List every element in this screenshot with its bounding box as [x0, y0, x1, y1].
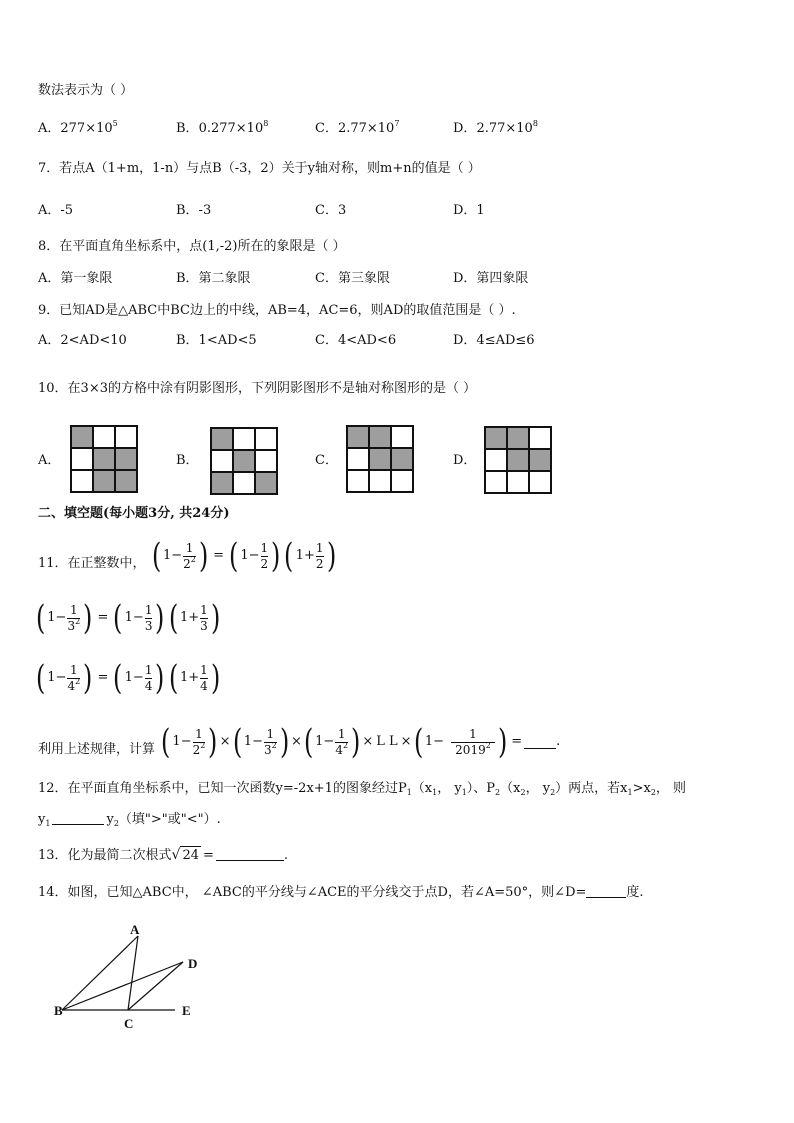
grid-cell: [507, 449, 529, 471]
q7-option-d[interactable]: D．1: [453, 203, 485, 218]
grid-cell: [93, 448, 115, 470]
grid-cell: [485, 427, 507, 449]
grid-cell: [369, 448, 391, 470]
grid-cell: [369, 470, 391, 492]
grid-cell: [485, 449, 507, 471]
grid-cell: [529, 471, 551, 493]
grid-cell: [115, 470, 137, 492]
grid-cell: [485, 471, 507, 493]
grid-cell: [115, 448, 137, 470]
q10-grid-d: [484, 426, 552, 494]
q10-option-d[interactable]: D．: [453, 453, 477, 468]
grid-cell: [391, 470, 413, 492]
label-C: C: [124, 1016, 134, 1031]
q7-option-c[interactable]: C．3: [315, 203, 347, 218]
q6-option-a[interactable]: A．$277\times 10^5$: [38, 119, 118, 136]
label-B: B: [54, 1003, 63, 1018]
grid-cell: [507, 427, 529, 449]
grid-cell: [211, 450, 233, 472]
q9-option-c[interactable]: C．4<AD<6: [315, 333, 397, 348]
q9-option-b[interactable]: B．1<AD<5: [176, 333, 257, 348]
grid-cell: [255, 472, 277, 494]
grid-cell: [93, 426, 115, 448]
q10-grid-b: [210, 427, 278, 495]
grid-cell: [529, 427, 551, 449]
q11-calc-line: 利用上述规律，计算 ( 1 − $\frac{1}{2^2}$ ) × ( 1 − $\frac{1}{3^2}$ ) × ( 1 − $\frac{1}{4^2}$ ) × L L × ( 1 − $\frac{1}{2019^2}$ ) = .: [38, 722, 561, 762]
grid-cell: [255, 450, 277, 472]
grid-cell: [347, 426, 369, 448]
q9-option-a[interactable]: A．2<AD<10: [38, 333, 127, 348]
q9-option-d[interactable]: D．4≤AD≤6: [453, 333, 535, 348]
q8-option-d[interactable]: D．第四象限: [453, 271, 529, 286]
grid-cell: [211, 428, 233, 450]
q8-option-a[interactable]: A．第一象限: [38, 271, 113, 286]
q11-line3: ( 1 − $\frac{1}{4^2}$ ) = ( 1 − $\frac{1}{4}$ ) ( 1 + $\frac{1}{4}$ ): [35, 658, 221, 698]
q10-option-a[interactable]: A．: [38, 453, 61, 468]
q13-line: 13．化为最简二次根式√ 24 = .: [38, 847, 289, 863]
q9-stem: 9．已知AD是△ABC中BC边上的中线，AB=4，AC=6，则AD的取值范围是（ ）.: [38, 303, 516, 318]
q11-line1: 11．在正整数中， ( 1 − $\frac{1}{2^2}$ ) = ( 1 − $\frac{1}{2}$ ) ( 1 + $\frac{1}{2}$ ): [38, 536, 336, 576]
grid-cell: [71, 470, 93, 492]
grid-cell: [347, 448, 369, 470]
grid-cell: [391, 426, 413, 448]
q14-line: 14．如图，已知△ABC中， ∠ABC的平分线与∠ACE的平分线交于点D，若∠A=50°，则∠D= 度.: [38, 885, 644, 900]
grid-cell: [71, 448, 93, 470]
grid-cell: [347, 470, 369, 492]
q8-stem: 8．在平面直角坐标系中，点(1,-2)所在的象限是（ ）: [38, 239, 346, 254]
label-E: E: [182, 1003, 191, 1018]
grid-cell: [233, 472, 255, 494]
q10-grid-a: [70, 425, 138, 493]
grid-cell: [507, 471, 529, 493]
q11-answer-blank[interactable]: [524, 736, 556, 749]
q10-stem: 10．在3×3的方格中涂有阴影图形，下列阴影图形不是轴对称图形的是（ ）: [38, 381, 477, 396]
grid-cell: [233, 428, 255, 450]
q6-option-d[interactable]: D．$2.77\times 10^8$: [453, 119, 538, 136]
grid-cell: [255, 428, 277, 450]
q10-option-b[interactable]: B．: [176, 453, 199, 468]
q12-answer-blank[interactable]: [52, 812, 104, 825]
q7-stem: 7．若点A（1+m，1-n）与点B（-3，2）关于y轴对称，则m+n的值是（ ）: [38, 161, 481, 176]
q6-option-b[interactable]: B．$0.277\times 10^8$: [176, 119, 269, 136]
grid-cell: [391, 448, 413, 470]
q12-line2: $y_1$ $y_2$（填">"或"<"）.: [38, 812, 221, 828]
q12-line1: 12．在平面直角坐标系中，已知一次函数y=-2x+1的图象经过$P_1(x_1$， $y_1$）、$P_2(x_2$， $y_2$）两点，若$x_1>x_2$， 则: [38, 781, 687, 797]
q14-answer-blank[interactable]: [586, 885, 626, 898]
triangle-figure: [40, 920, 220, 1035]
grid-cell: [93, 470, 115, 492]
grid-cell: [71, 426, 93, 448]
q7-option-b[interactable]: B．-3: [176, 203, 212, 218]
grid-cell: [211, 472, 233, 494]
grid-cell: [115, 426, 137, 448]
q7-option-a[interactable]: A．-5: [38, 203, 74, 218]
q11-line2: ( 1 − $\frac{1}{3^2}$ ) = ( 1 − $\frac{1}{3}$ ) ( 1 + $\frac{1}{3}$ ): [35, 598, 221, 638]
label-D: D: [188, 956, 198, 971]
q10-grid-c: [346, 425, 414, 493]
q8-option-c[interactable]: C．第三象限: [315, 271, 390, 286]
q13-answer-blank[interactable]: [216, 848, 284, 861]
grid-cell: [233, 450, 255, 472]
grid-cell: [529, 449, 551, 471]
q10-option-c[interactable]: C．: [315, 453, 338, 468]
section-2-heading: 二、填空题(每小题3分, 共24分): [38, 506, 230, 521]
q6-option-c[interactable]: C．$2.77\times 10^7$: [315, 119, 400, 136]
grid-cell: [369, 426, 391, 448]
label-A: A: [130, 922, 140, 937]
q6-stem: 数法表示为（ ）: [38, 83, 134, 98]
q8-option-b[interactable]: B．第二象限: [176, 271, 251, 286]
